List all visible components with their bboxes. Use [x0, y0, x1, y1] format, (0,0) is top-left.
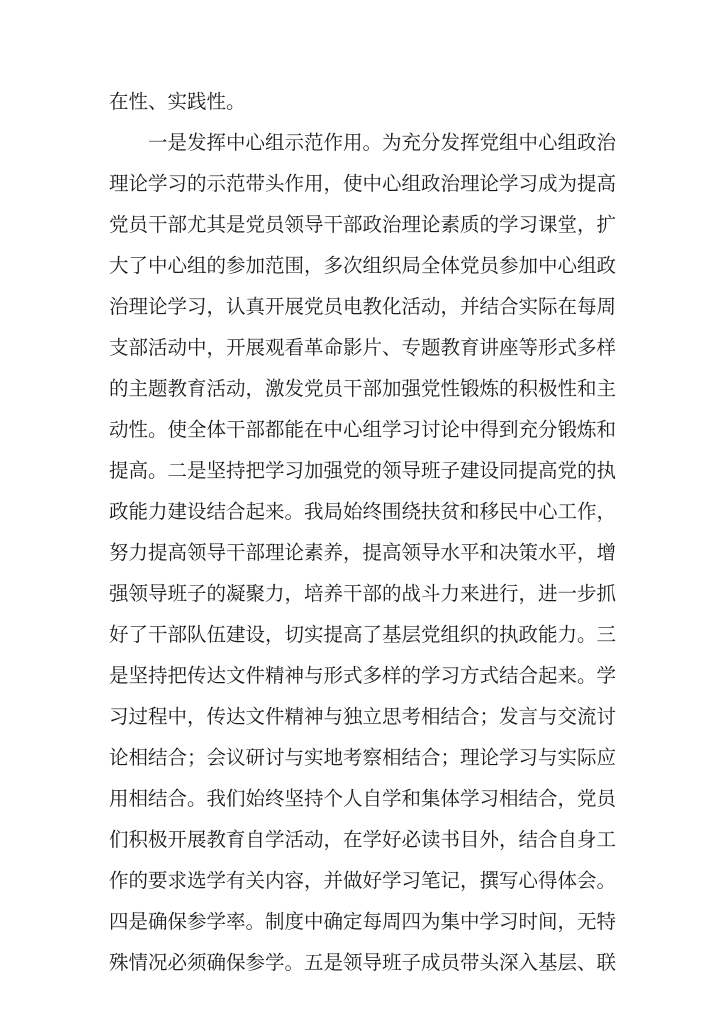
text-line: 四是确保参学率。制度中确定每周四为集中学习时间，无特 [109, 910, 617, 933]
text-line: 动性。使全体干部都能在中心组学习讨论中得到充分锻炼和 [109, 418, 617, 441]
text-line: 用相结合。我们始终坚持个人自学和集体学习相结合，党员 [109, 787, 617, 810]
text-line: 政能力建设结合起来。我局始终围绕扶贫和移民中心工作， [109, 500, 617, 523]
text-line: 治理论学习，认真开展党员电教化活动，并结合实际在每周 [109, 295, 617, 318]
text-line: 理论学习的示范带头作用，使中心组政治理论学习成为提高 [109, 172, 617, 195]
text-line: 努力提高领导干部理论素养，提高领导水平和决策水平，增 [109, 541, 617, 564]
text-line: 是坚持把传达文件精神与形式多样的学习方式结合起来。学 [109, 664, 617, 687]
text-line: 支部活动中，开展观看革命影片、专题教育讲座等形式多样 [109, 336, 617, 359]
text-line: 论相结合；会议研讨与实地考察相结合；理论学习与实际应 [109, 746, 617, 769]
text-line: 大了中心组的参加范围，多次组织局全体党员参加中心组政 [109, 254, 617, 277]
text-line: 好了干部队伍建设，切实提高了基层党组织的执政能力。三 [109, 623, 617, 646]
text-line: 在性、实践性。 [109, 90, 246, 113]
text-line: 一是发挥中心组示范作用。为充分发挥党组中心组政治 [148, 131, 617, 154]
text-line: 党员干部尤其是党员领导干部政治理论素质的学习课堂，扩 [109, 213, 617, 236]
text-line: 作的要求选学有关内容，并做好学习笔记，撰写心得体会。 [109, 869, 617, 892]
text-line: 习过程中，传达文件精神与独立思考相结合；发言与交流讨 [109, 705, 617, 728]
text-line: 殊情况必须确保参学。五是领导班子成员带头深入基层、联 [109, 951, 617, 974]
text-line: 的主题教育活动，激发党员干部加强党性锻炼的积极性和主 [109, 377, 617, 400]
text-line: 提高。二是坚持把学习加强党的领导班子建设同提高党的执 [109, 459, 617, 482]
text-line: 强领导班子的凝聚力，培养干部的战斗力来进行，进一步抓 [109, 582, 617, 605]
text-line: 们积极开展教育自学活动，在学好必读书目外，结合自身工 [109, 828, 617, 851]
